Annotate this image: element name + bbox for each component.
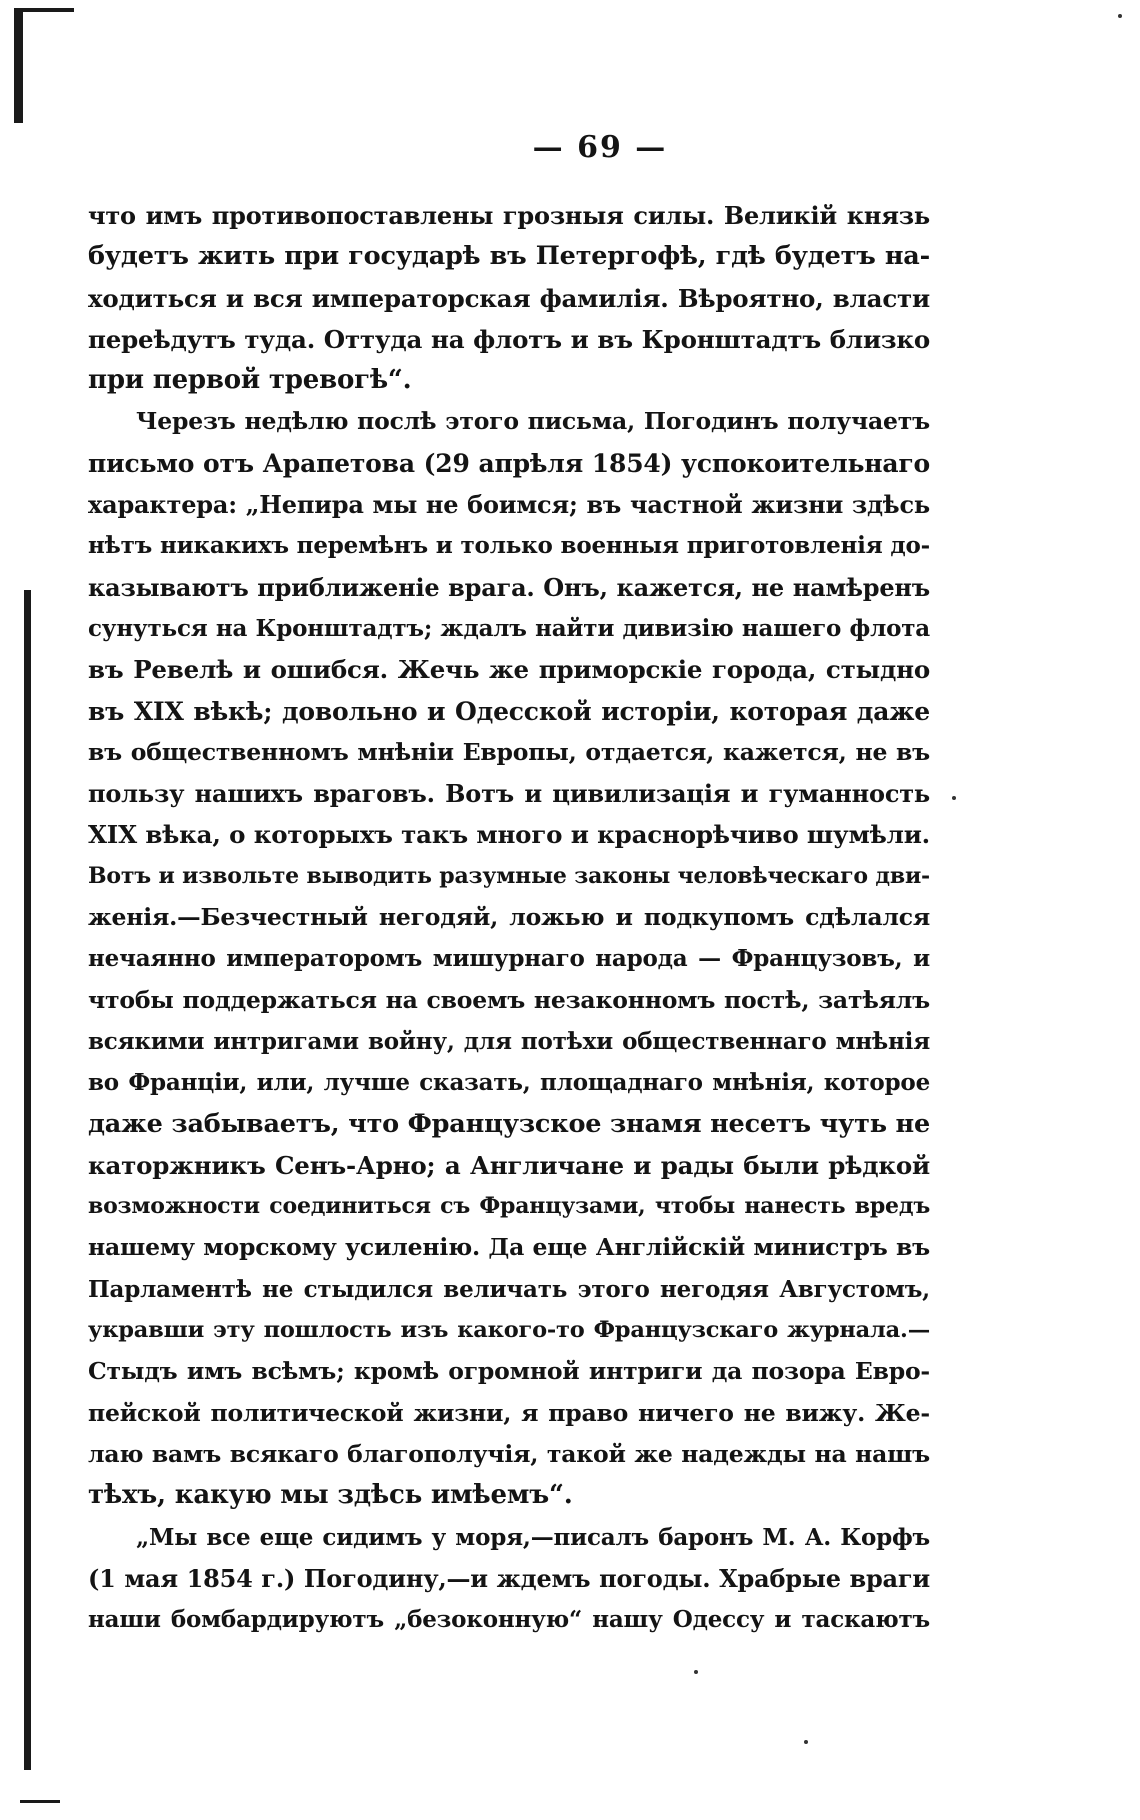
text-line: лаю вамъ всякаго благополучія, такой же надежды на нашъ xyxy=(88,1439,930,1468)
scan-speck xyxy=(694,1670,698,1674)
text-line: въ XIX вѣкѣ; довольно и Одесской исторіи, которая даже xyxy=(88,696,930,726)
text-line: характера: „Непира мы не боимся; въ частной жизни здѣсь xyxy=(88,490,930,520)
text-line: чтобы поддержаться на своемъ незаконномъ постѣ, затѣялъ xyxy=(88,985,930,1014)
scan-speck xyxy=(952,796,956,800)
text-line: укравши эту пошлость изъ какого-то Французскаго журнала.— xyxy=(88,1317,930,1344)
binding-edge-mark xyxy=(20,1800,60,1803)
binding-edge-mark xyxy=(14,8,74,12)
text-line: при первой тревогѣ“. xyxy=(88,365,412,396)
text-line: даже забываетъ, что Французское знамя несетъ чуть не xyxy=(88,1108,931,1139)
text-line: (1 мая 1854 г.) Погодину,—и ждемъ погоды. Храбрые враги xyxy=(88,1563,930,1593)
text-line: пейской политической жизни, я право ничего не вижу. Же- xyxy=(88,1398,930,1427)
text-line: казываютъ приближеніе врага. Онъ, кажется, не намѣренъ xyxy=(88,572,930,602)
text-line: письмо отъ Арапетова (29 апрѣля 1854) успокоительнаго xyxy=(88,448,930,478)
text-line: „Мы все еще сидимъ у моря,—писалъ баронъ М. А. Корфъ xyxy=(136,1523,930,1551)
body-text xyxy=(88,195,930,1640)
binding-edge-mark xyxy=(14,8,23,123)
text-line: нашему морскому усиленію. Да еще Англійскій министръ въ xyxy=(88,1233,930,1262)
text-line: переѣдутъ туда. Оттуда на флотъ и въ Кронштадтъ близко xyxy=(88,324,930,354)
text-line: всякими интригами войну, для потѣхи общественнаго мнѣнія xyxy=(88,1027,930,1055)
text-line: въ Ревелѣ и ошибся. Жечь же приморскіе города, стыдно xyxy=(88,655,930,685)
text-line: нѣтъ никакихъ перемѣнъ и только военныя приготовленія до- xyxy=(88,532,930,560)
text-line: женія.—Безчестный негодяй, ложью и подкупомъ сдѣлался xyxy=(88,903,930,932)
text-line: Вотъ и извольте выводить разумные законы человѣческаго дви- xyxy=(88,862,930,889)
text-line: тѣхъ, какую мы здѣсь имѣемъ“. xyxy=(88,1480,573,1511)
binding-edge-mark xyxy=(24,590,31,1770)
text-line: каторжникъ Сенъ-Арно; а Англичане и рады были рѣдкой xyxy=(88,1150,930,1180)
scan-speck xyxy=(804,1740,808,1744)
text-line: будетъ жить при государѣ въ Петергофѣ, гдѣ будетъ на- xyxy=(88,241,930,272)
text-line: пользу нашихъ враговъ. Вотъ и цивилизація и гуманность xyxy=(88,779,930,809)
scan-speck xyxy=(1118,14,1122,18)
text-line: въ общественномъ мнѣніи Европы, отдается, кажется, не въ xyxy=(88,737,930,766)
text-line: сунуться на Кронштадтъ; ждалъ найти дивизію нашего флота xyxy=(88,614,930,642)
text-line: возможности соединиться съ Французами, чтобы нанесть вредъ xyxy=(88,1193,930,1220)
text-line: наши бомбардируютъ „безоконную“ нашу Одессу и таскаютъ xyxy=(88,1606,930,1634)
text-line: Стыдъ имъ всѣмъ; кромѣ огромной интриги да позора Евро- xyxy=(88,1357,930,1386)
text-line: что имъ противопоставлены грозныя силы. Великій князь xyxy=(88,201,930,230)
text-line: нечаянно императоромъ мишурнаго народа — Французовъ, и xyxy=(88,945,930,973)
text-line: XIX вѣка, о которыхъ такъ много и краснорѣчиво шумѣли. xyxy=(88,820,930,850)
text-line: во Франціи, или, лучше сказать, площаднаго мнѣнія, которое xyxy=(88,1069,930,1097)
text-line: ходиться и вся императорская фамилія. Вѣроятно, власти xyxy=(88,283,930,313)
text-line: Черезъ недѣлю послѣ этого письма, Погодинъ получаетъ xyxy=(136,407,930,436)
text-line: Парламентѣ не стыдился величать этого негодяя Августомъ, xyxy=(88,1275,930,1303)
page-number: — 69 — xyxy=(532,130,668,165)
